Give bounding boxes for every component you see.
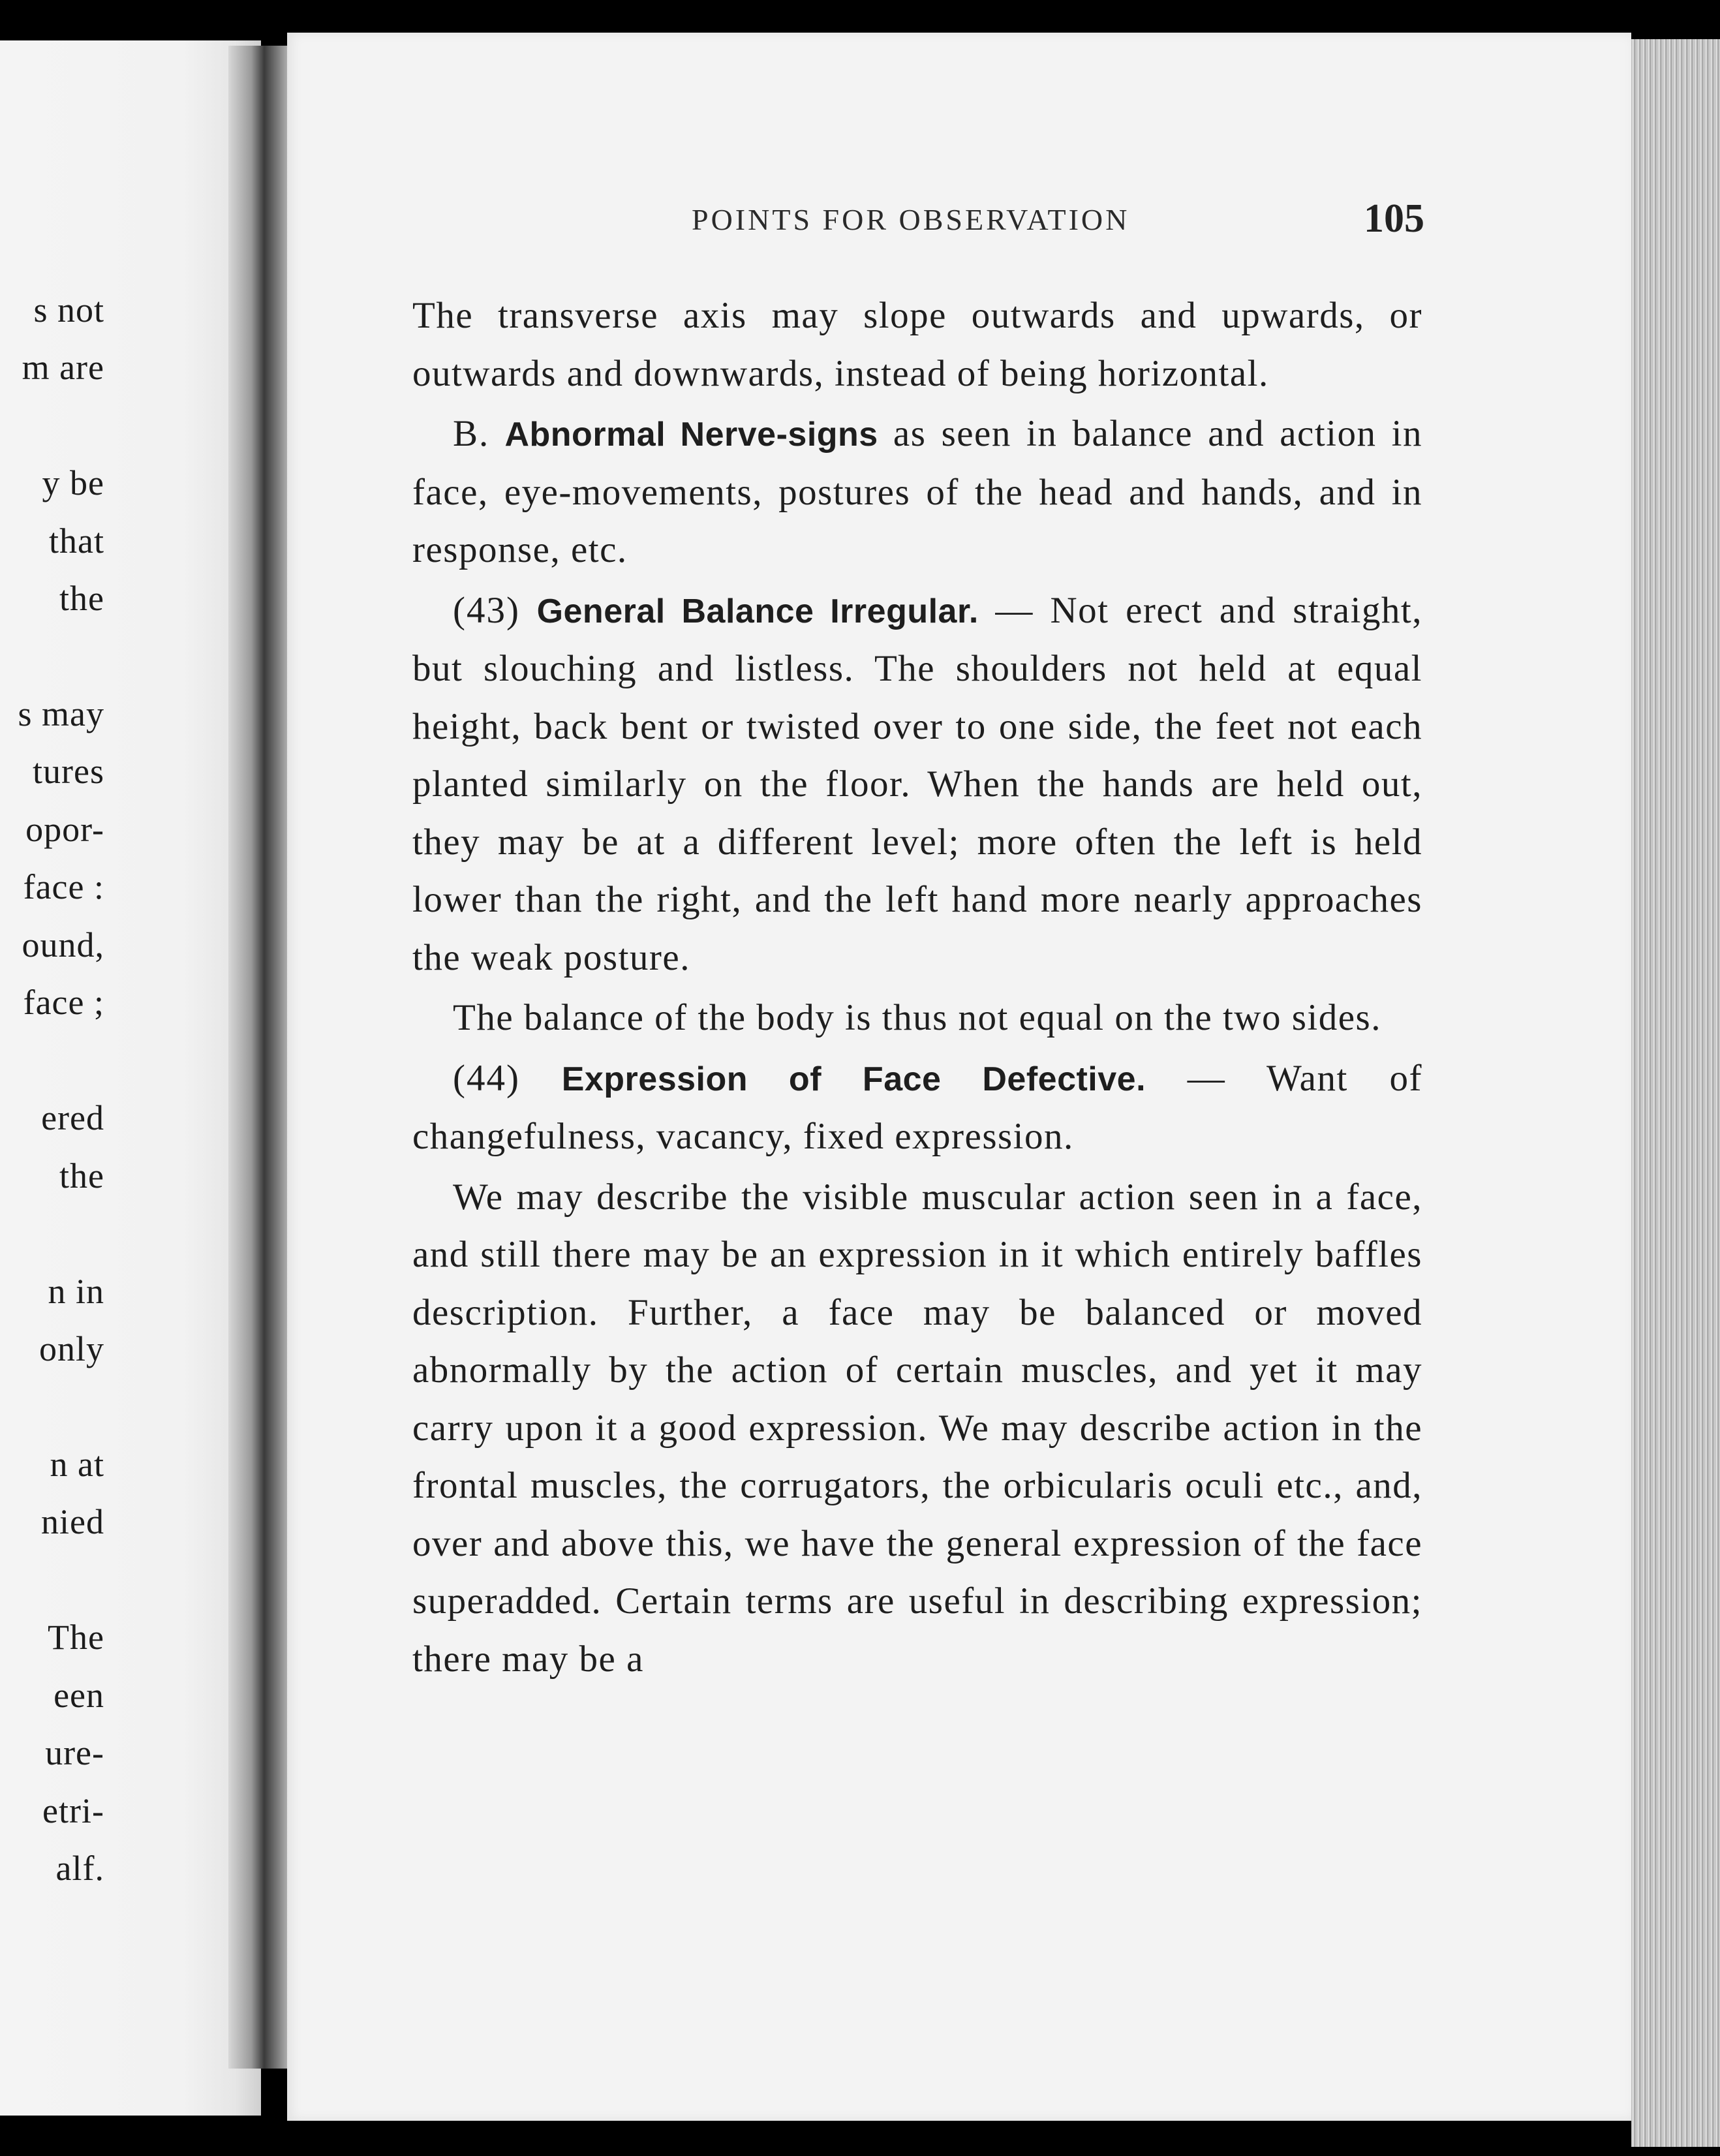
item-heading: General Balance Irregular.: [536, 592, 979, 630]
item-number: (43): [453, 589, 520, 631]
facing-page-line: opor-: [25, 810, 104, 849]
section-mark: B.: [453, 413, 490, 454]
facing-page-line: tures: [33, 752, 104, 791]
paragraph-item-43: [412, 582, 1422, 987]
paragraph: The balance of the body is thus not equal on the two sides.: [453, 997, 1381, 1038]
facing-page-line: only: [38, 1329, 104, 1368]
page-number: 105: [1364, 196, 1424, 241]
facing-page-left: [0, 40, 261, 2116]
facing-page-line: alf.: [55, 1849, 104, 1888]
page-edge-stack: [1631, 39, 1720, 2147]
facing-page-line: s may: [18, 694, 104, 733]
facing-page-line: n in: [48, 1272, 104, 1311]
facing-page-line: The: [48, 1618, 104, 1657]
facing-page-line: ered: [41, 1098, 104, 1137]
facing-page-line: face ;: [23, 983, 104, 1022]
paragraph-text: — Want of changefulness, vacancy, fixed expression.: [412, 1057, 1423, 1157]
paragraph-text: — Not erect and straight, but slouching and listless. The shoulders not held at equal height, back bent or twisted over to one side, the feet not each planted similarly on the floor. When the hands are held out, they may be at a different level; more often the left is held lower than the right, and the left hand more nearly approaches the weak posture.: [412, 589, 1422, 978]
facing-page-line: the: [59, 579, 104, 618]
running-head: POINTS FOR OBSERVATION: [692, 203, 1130, 236]
facing-page-line: that: [49, 521, 104, 561]
page-body: [412, 287, 1422, 1691]
item-heading: Expression of Face Defective.: [561, 1060, 1146, 1098]
facing-page-line: etri-: [42, 1791, 104, 1830]
paragraph-section-b: [412, 405, 1422, 579]
section-heading: Abnormal Nerve-signs: [504, 416, 878, 454]
item-number: (44): [453, 1057, 520, 1099]
paragraph: The transverse axis may slope outwards and upwards, or outwards and downwards, instead of being horizontal.: [412, 295, 1422, 394]
paragraph-item-44: [412, 1050, 1422, 1166]
facing-page-text-fragments: [0, 40, 131, 2116]
facing-page-line: nied: [41, 1502, 104, 1541]
book-gutter: [228, 46, 294, 2069]
facing-page-line: m are: [22, 348, 104, 387]
facing-page-line: ound,: [22, 925, 104, 964]
facing-page-line: n at: [50, 1445, 104, 1484]
facing-page-line: s not: [33, 290, 104, 330]
paragraph-text: as seen in balance and action in face, eye-movements, postures of the head and hands, and in response, etc.: [412, 413, 1423, 570]
facing-page-line: y be: [42, 463, 104, 502]
facing-page-line: the: [59, 1156, 104, 1195]
facing-page-line: een: [54, 1676, 104, 1715]
facing-page-line: ure-: [45, 1733, 104, 1772]
paragraph: We may describe the visible muscular action seen in a face, and still there may be an expression in it which entirely baffles description. Further, a face may be balanced or moved abnormally by the action of certain muscles, and yet it may carry upon it a good expression. We may describe action in the frontal muscles, the corrugators, the orbicularis oculi etc., and, over and above this, we have the general expression of the face superadded. Certain terms are useful in describing expression; there may be a: [412, 1176, 1422, 1680]
facing-page-line: face :: [23, 867, 104, 906]
